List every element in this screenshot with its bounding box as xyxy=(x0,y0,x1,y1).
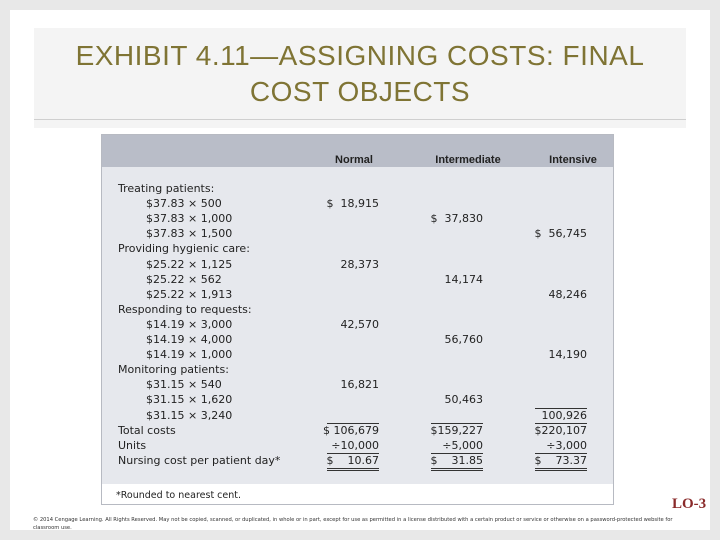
cell-intensive: $ 73.37 xyxy=(534,453,587,467)
cell-intensive: ÷3,000 xyxy=(546,438,587,452)
lo-badge: LO-3 xyxy=(672,496,707,512)
slide xyxy=(10,10,710,530)
slide-title xyxy=(34,38,686,110)
row-calculation-label: $14.19 × 3,000 xyxy=(146,317,233,331)
total-underline xyxy=(327,470,379,471)
column-header-normal: Normal xyxy=(335,154,373,166)
cell-intermediate: $159,227 xyxy=(430,423,483,437)
cell-normal: 28,373 xyxy=(340,257,379,271)
cell-intensive: $220,107 xyxy=(534,423,587,437)
cell-intensive: 100,926 xyxy=(541,408,587,422)
row-label: Nursing cost per patient day* xyxy=(118,453,281,467)
total-underline xyxy=(431,423,483,424)
row-calculation-label: $37.83 × 500 xyxy=(146,197,222,211)
total-underline xyxy=(535,453,587,454)
cell-normal: $ 10.67 xyxy=(326,453,379,467)
total-underline xyxy=(327,468,379,469)
cell-normal: 42,570 xyxy=(340,317,379,331)
total-underline xyxy=(535,470,587,471)
exhibit-table xyxy=(101,134,614,505)
cell-normal: 16,821 xyxy=(340,378,379,392)
subtotal-underline xyxy=(535,408,587,409)
cell-intermediate: ÷5,000 xyxy=(442,438,483,452)
row-calculation-label: $31.15 × 1,620 xyxy=(146,393,233,407)
title-divider xyxy=(34,119,686,120)
row-calculation-label: $25.22 × 1,125 xyxy=(146,257,233,271)
cell-intermediate: $ 37,830 xyxy=(430,212,483,226)
row-label: Total costs xyxy=(118,423,176,437)
row-calculation-label: $14.19 × 4,000 xyxy=(146,333,233,346)
total-underline xyxy=(535,423,587,424)
cell-intermediate: 56,760 xyxy=(444,333,483,346)
row-calculation-label: $31.15 × 3,240 xyxy=(146,408,233,422)
row-label: Providing hygienic care: xyxy=(118,242,250,256)
row-calculation-label: $14.19 × 1,000 xyxy=(146,348,233,362)
row-label: Monitoring patients: xyxy=(118,363,229,377)
title-line-2: COST OBJECTS xyxy=(249,76,471,107)
row-label: Responding to requests: xyxy=(118,302,252,316)
total-underline xyxy=(431,453,483,454)
total-underline xyxy=(535,468,587,469)
row-calculation-label: $25.22 × 562 xyxy=(146,272,222,286)
title-line-1: EXHIBIT 4.11—ASSIGNING COSTS: FINAL xyxy=(75,40,645,71)
cell-intermediate: 14,174 xyxy=(444,272,483,286)
row-calculation-label: $25.22 × 1,913 xyxy=(146,287,233,301)
row-calculation-label: $37.83 × 1,000 xyxy=(146,212,233,226)
row-calculation-label: $37.83 × 1,500 xyxy=(146,227,233,241)
row-calculation-label: $31.15 × 540 xyxy=(146,378,222,392)
cell-normal: ÷10,000 xyxy=(331,438,379,452)
table-footnote: *Rounded to nearest cent. xyxy=(116,490,242,501)
cell-intermediate: 50,463 xyxy=(444,393,483,407)
title-box xyxy=(34,28,686,128)
cell-intensive: 14,190 xyxy=(548,348,587,362)
cell-intensive: $ 56,745 xyxy=(534,227,587,241)
column-header-intermediate: Intermediate xyxy=(435,154,501,166)
total-underline xyxy=(431,468,483,469)
total-underline xyxy=(431,470,483,471)
cell-intermediate: $ 31.85 xyxy=(430,453,483,467)
copyright-notice: © 2014 Cengage Learning. All Rights Reserved. May not be copied, scanned, or duplicated, in whole or in part, except for use as permitted in a license distributed with a certain product or service or otherwise on a password-protected website for classroom use. xyxy=(33,517,673,531)
row-label: Units xyxy=(118,438,147,452)
total-underline xyxy=(327,453,379,454)
cell-normal: $ 106,679 xyxy=(323,423,379,437)
cell-intensive: 48,246 xyxy=(548,287,587,301)
row-label: Treating patients: xyxy=(118,182,215,195)
column-header-intensive: Intensive xyxy=(549,154,597,166)
total-underline xyxy=(327,423,379,424)
cell-normal: $ 18,915 xyxy=(326,197,379,211)
